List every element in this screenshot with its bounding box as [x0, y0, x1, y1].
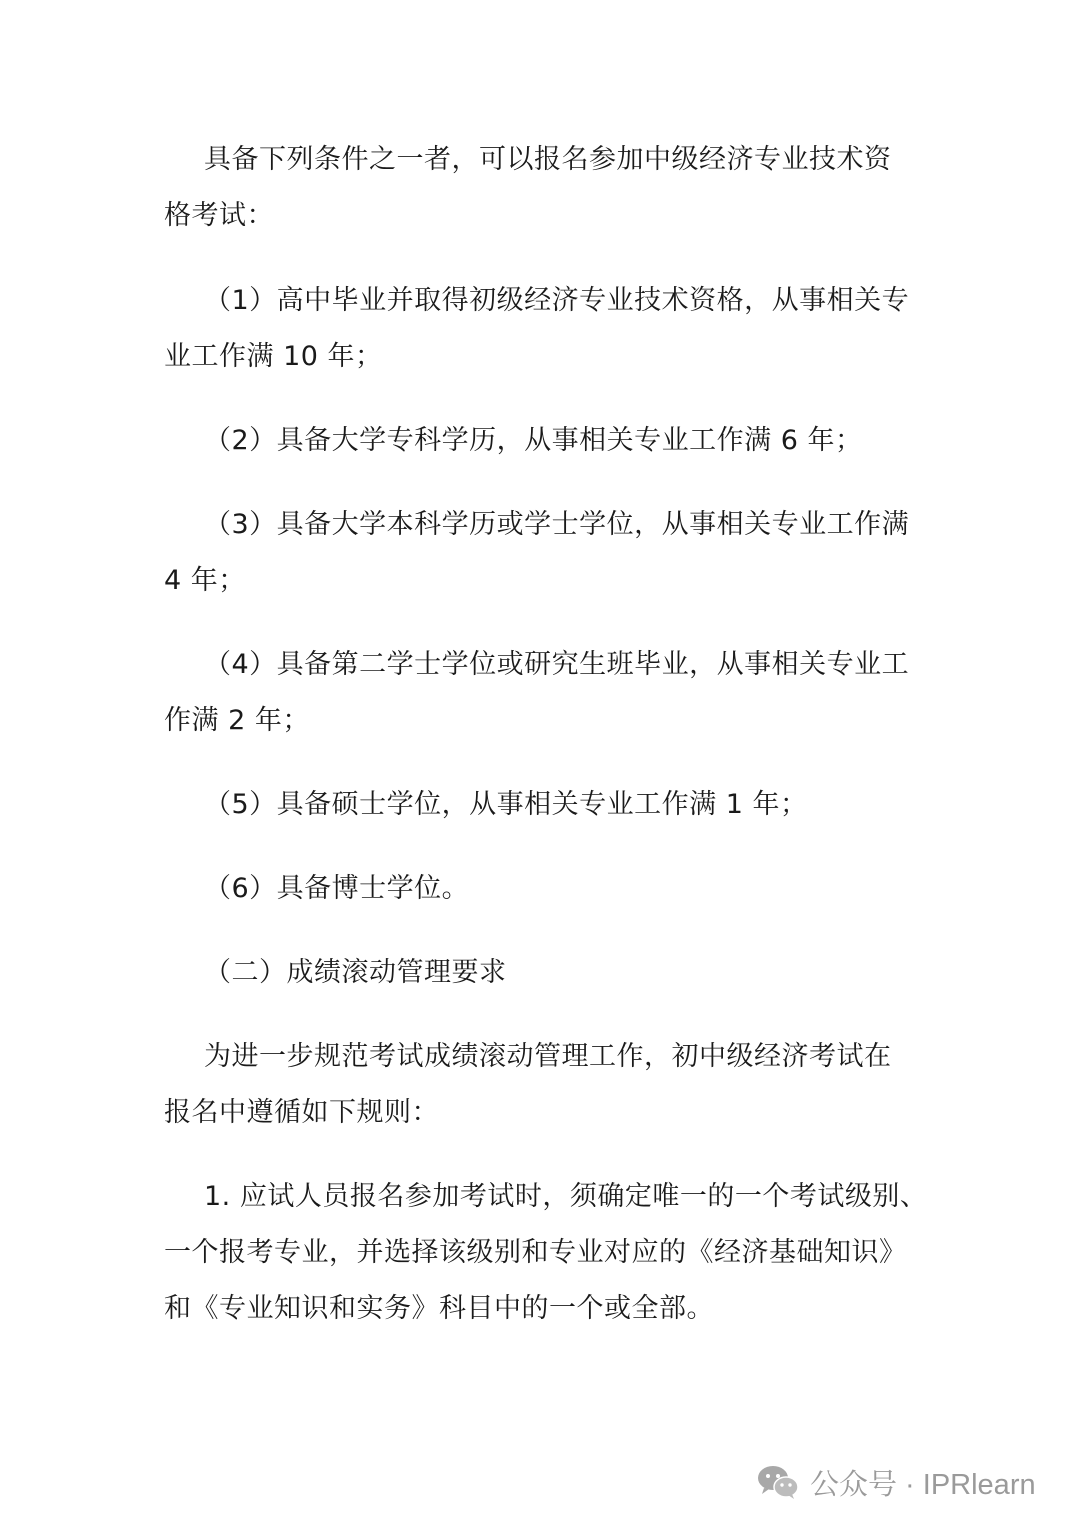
section-heading: （二）成绩滚动管理要求	[204, 957, 507, 988]
paragraph-rules-line-1: 为进一步规范考试成绩滚动管理工作，初中级经济考试在	[204, 1041, 892, 1072]
condition-4-line-2: 作满 2 年；	[164, 705, 310, 736]
paragraph-intro-line-1: 具备下列条件之一者，可以报名参加中级经济专业技术资	[204, 144, 892, 175]
condition-4-line-1: （4）具备第二学士学位或研究生班毕业，从事相关专业工	[204, 649, 910, 680]
condition-2-line-1: （2）具备大学专科学历，从事相关专业工作满 6 年；	[204, 425, 863, 456]
paragraph-rules-line-2: 报名中遵循如下规则：	[164, 1097, 439, 1128]
condition-3-line-2: 4 年；	[164, 565, 246, 596]
rule-1-line-3: 和《专业知识和实务》科目中的一个或全部。	[164, 1293, 714, 1324]
paragraph-intro-line-2: 格考试：	[164, 200, 274, 231]
wechat-icon	[756, 1464, 800, 1500]
condition-1-line-2: 业工作满 10 年；	[164, 341, 383, 372]
condition-1-line-1: （1）高中毕业并取得初级经济专业技术资格，从事相关专	[204, 285, 910, 316]
condition-3-line-1: （3）具备大学本科学历或学士学位，从事相关专业工作满	[204, 509, 910, 540]
condition-6-line-1: （6）具备博士学位。	[204, 873, 470, 904]
watermark	[756, 1462, 1036, 1502]
watermark-text: 公众号 · IPRlearn	[810, 1468, 1036, 1501]
rule-1-line-1: 1. 应试人员报名参加考试时，须确定唯一的一个考试级别、	[204, 1181, 928, 1212]
rule-1-line-2: 一个报考专业，并选择该级别和专业对应的《经济基础知识》	[164, 1237, 907, 1268]
condition-5-line-1: （5）具备硕士学位，从事相关专业工作满 1 年；	[204, 789, 808, 820]
